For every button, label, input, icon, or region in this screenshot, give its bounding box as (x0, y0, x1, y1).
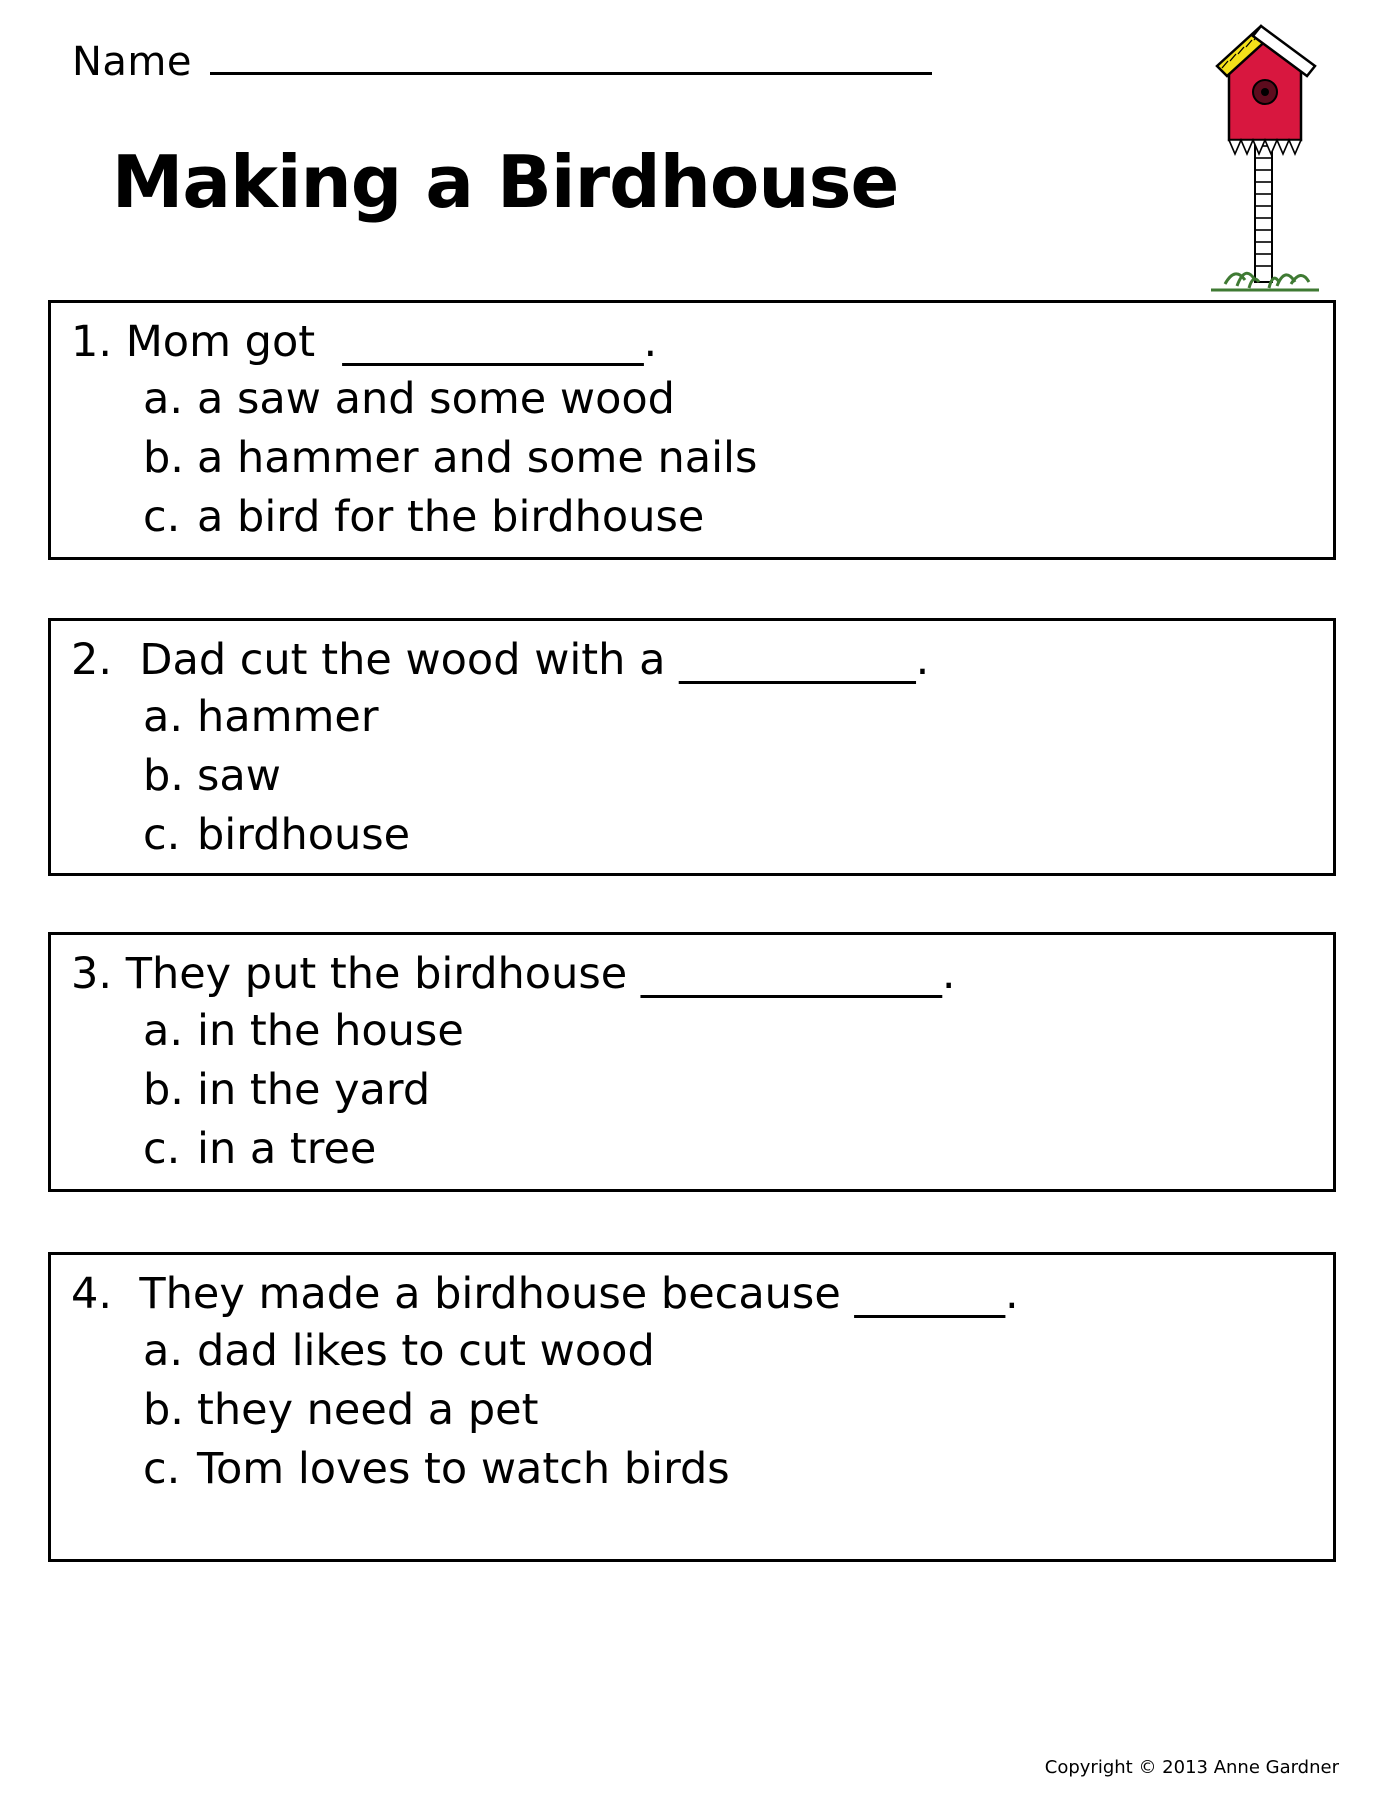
choice-text: a hammer and some nails (197, 433, 758, 484)
choice-text: hammer (197, 691, 379, 742)
choice-text: a bird for the birdhouse (197, 492, 705, 543)
choice-option[interactable] (71, 806, 1313, 865)
choice-letter: b. (143, 751, 184, 802)
choice-list (71, 1002, 1313, 1180)
choice-text: they need a pet (197, 1385, 539, 1436)
question-stem: 3. They put the birdhouse ______________. (71, 949, 956, 999)
choice-letter: c. (143, 1444, 181, 1495)
choice-text: a saw and some wood (197, 373, 675, 424)
choice-text: in the yard (197, 1065, 431, 1116)
choice-text: in the house (197, 1005, 464, 1056)
choice-option[interactable] (71, 1322, 1313, 1381)
choice-letter: c. (143, 810, 181, 861)
choice-option[interactable] (71, 1002, 1313, 1061)
choice-option[interactable] (71, 747, 1313, 806)
choice-option[interactable] (71, 429, 1313, 488)
question-box-1 (48, 300, 1336, 560)
choice-list (71, 1322, 1313, 1500)
question-stem: 4. They made a birdhouse because _______. (71, 1269, 1019, 1319)
choice-letter: a. (143, 1325, 184, 1376)
choice-letter: b. (143, 433, 184, 484)
name-label: Name (72, 39, 193, 85)
choice-text: in a tree (197, 1124, 377, 1175)
name-field-row (72, 28, 932, 85)
choice-option[interactable] (71, 1440, 1313, 1499)
choice-text: dad likes to cut wood (197, 1325, 655, 1376)
birdhouse-illustration (1191, 14, 1339, 296)
name-input-line[interactable] (210, 28, 932, 75)
choice-letter: a. (143, 691, 184, 742)
choice-letter: b. (143, 1065, 184, 1116)
question-box-3 (48, 932, 1336, 1192)
copyright-notice: Copyright © 2013 Anne Gardner (1044, 1757, 1339, 1778)
question-stem: 1. Mom got ______________. (71, 317, 658, 367)
choice-option[interactable] (71, 1381, 1313, 1440)
choice-letter: a. (143, 1005, 184, 1056)
question-box-4 (48, 1252, 1336, 1562)
choice-list (71, 688, 1313, 866)
choice-letter: c. (143, 492, 181, 543)
choice-list (71, 370, 1313, 548)
choice-option[interactable] (71, 1061, 1313, 1120)
choice-option[interactable] (71, 488, 1313, 547)
page-title: Making a Birdhouse (111, 140, 899, 224)
choice-text: saw (197, 751, 281, 802)
choice-text: birdhouse (197, 810, 411, 861)
question-stem: 2. Dad cut the wood with a ___________. (71, 635, 930, 685)
choice-option[interactable] (71, 370, 1313, 429)
choice-text: Tom loves to watch birds (197, 1444, 730, 1495)
choice-option[interactable] (71, 688, 1313, 747)
choice-letter: b. (143, 1385, 184, 1436)
choice-letter: a. (143, 373, 184, 424)
choice-letter: c. (143, 1124, 181, 1175)
question-box-2 (48, 618, 1336, 876)
choice-option[interactable] (71, 1120, 1313, 1179)
